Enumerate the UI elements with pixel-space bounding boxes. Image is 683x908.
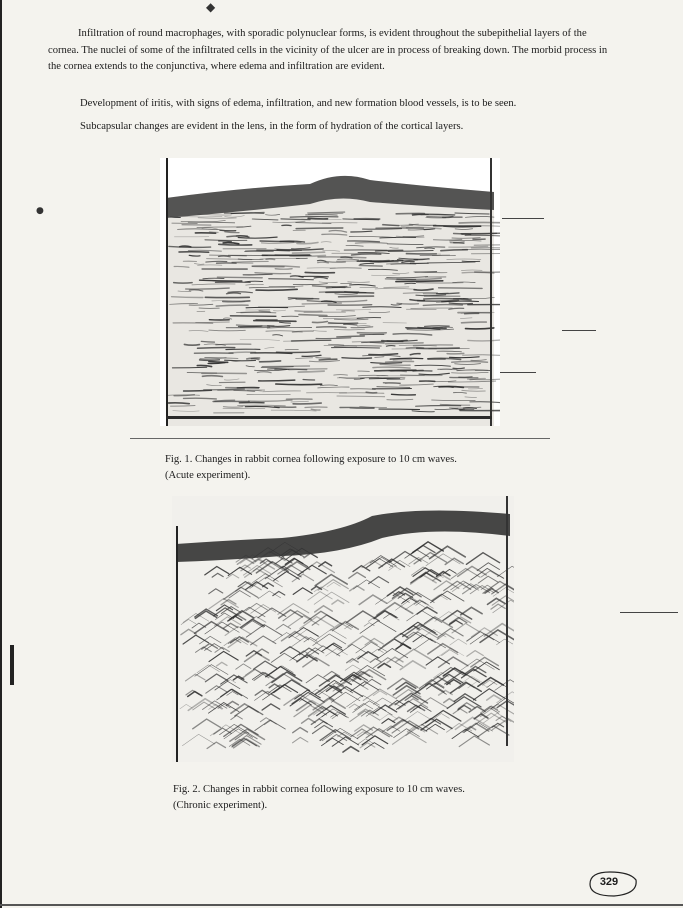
figure-1-pointer-2 — [562, 330, 596, 331]
figure-2-caption — [173, 782, 553, 814]
figure-1-caption-line-1: Fig. 1. Changes in rabbit cornea following exposure to 10 cm waves. — [165, 454, 457, 465]
figure-1-caption — [165, 452, 545, 484]
body-paragraph-2: Development of iritis, with signs of edema, infiltration, and new formation blood vessels, is to be seen. — [80, 98, 517, 109]
scan-bottom-edge — [0, 904, 683, 906]
page-number: 329 — [599, 876, 619, 888]
figure-1-base-line — [130, 438, 550, 439]
figure-2-tissue-texture — [172, 496, 514, 762]
body-paragraph-3: Subcapsular changes are evident in the lens, in the form of hydration of the cortical layers. — [80, 121, 464, 132]
figure-2-pointer — [620, 612, 678, 613]
speck-mark: ● — [36, 206, 44, 216]
page-number-badge — [586, 868, 640, 900]
figure-1-caption-line-2: (Acute experiment). — [165, 470, 251, 481]
scan-left-edge — [0, 0, 2, 908]
punch-mark: ◆ — [206, 0, 216, 14]
body-paragraph-1: Infiltration of round macrophages, with sporadic polynuclear forms, is evident throughout the subepithelial layers of the cornea. The nuclei of some of the infiltrated cells in the vicinity of the ulcer are in process of breaking down. The morbid process in the cornea extends to the conjunctiva, where edema and infiltration are evident. — [48, 28, 608, 72]
figure-2-micrograph — [172, 496, 514, 762]
binding-shadow — [10, 645, 14, 685]
figure-1-tissue-texture — [160, 158, 500, 426]
figure-2-caption-line-1: Fig. 2. Changes in rabbit cornea following exposure to 10 cm waves. — [173, 784, 465, 795]
figure-2-caption-line-2: (Chronic experiment). — [173, 800, 268, 811]
figure-1-micrograph — [160, 158, 500, 426]
figure-1-pointer-1 — [502, 218, 544, 219]
figure-1-pointer-3 — [500, 372, 536, 373]
